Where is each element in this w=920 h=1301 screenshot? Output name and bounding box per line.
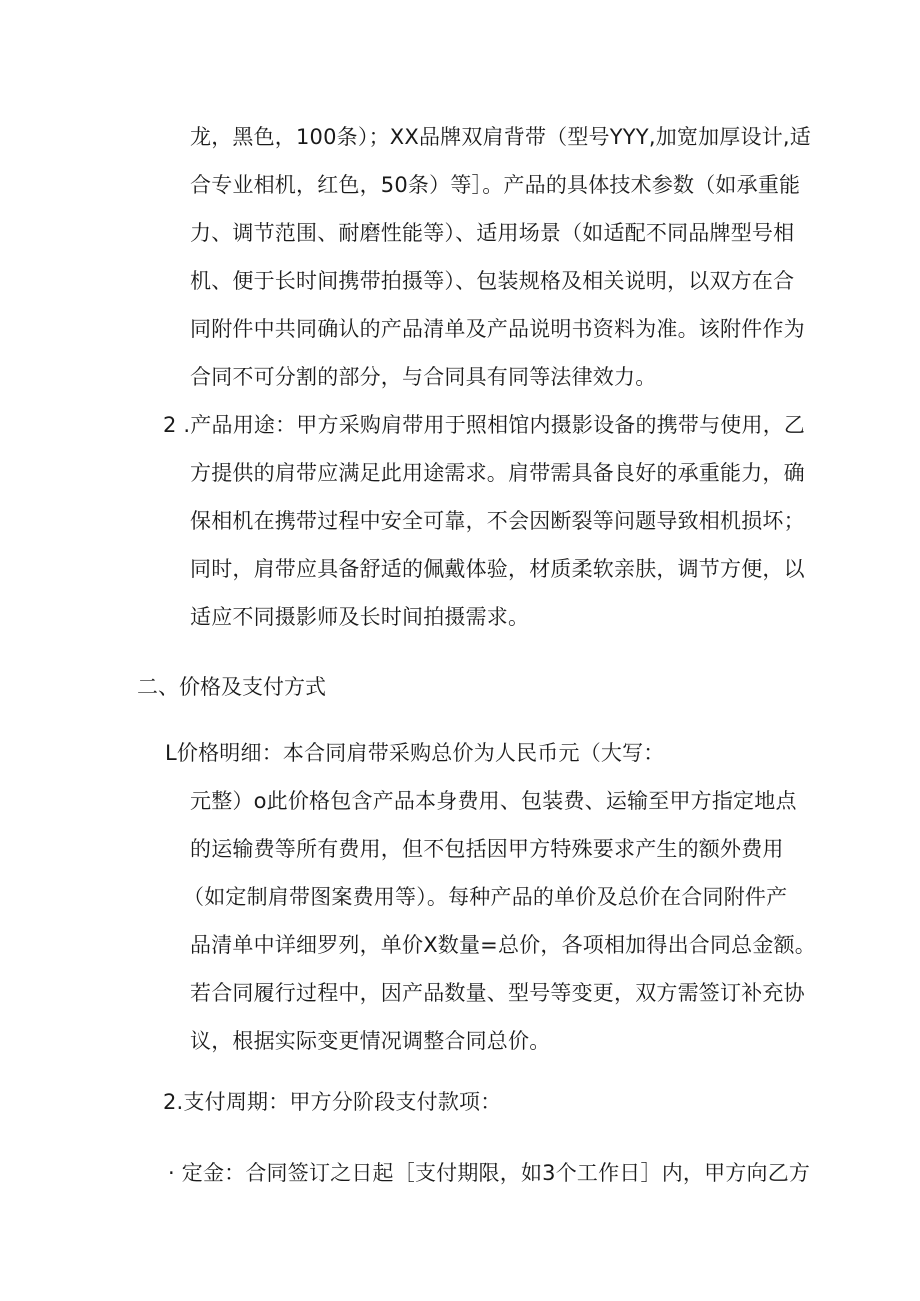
section-heading-price: 二、价格及支付方式: [137, 675, 326, 699]
para1-line-6: 合同不可分割的部分，与合同具有同等法律效力。: [190, 365, 657, 389]
para1-line-5: 同附件中共同确认的产品清单及产品说明书资料为准。该附件作为: [190, 317, 805, 341]
item2-line-5: 适应不同摄影师及长时间拍摄需求。: [190, 605, 530, 629]
price-line-3: 的运输费等所有费用，但不包括因甲方特殊要求产生的额外费用: [190, 837, 784, 861]
price-line-4: （如定制肩带图案费用等）。每种产品的单价及总价在合同附件产: [183, 885, 788, 909]
price-line-6: 若合同履行过程中，因产品数量、型号等变更，双方需签订补充协: [190, 981, 805, 1005]
payment-period-heading: 2.支付周期：甲方分阶段支付款项：: [163, 1090, 502, 1114]
price-line-2: 元整）o此价格包含产品本身费用、包装费、运输至甲方指定地点: [190, 789, 797, 813]
para1-line-3: 力、调节范围、耐磨性能等）、适用场景（如适配不同品牌型号相: [190, 221, 795, 245]
deposit-bullet-line: · 定金：合同签订之日起［支付期限，如3个工作日］内，甲方向乙方: [168, 1161, 811, 1185]
para1-line-1: 龙，黑色，100条）；XX品牌双肩背带（型号YYY,加宽加厚设计,适: [190, 125, 811, 149]
item2-line-4: 同时，肩带应具备舒适的佩戴体验，材质柔软亲肤，调节方便，以: [190, 557, 805, 581]
price-line-1: L价格明细：本合同肩带采购总价为人民币元（大写：: [165, 741, 665, 765]
para1-line-4: 机、便于长时间携带拍摄等）、包装规格及相关说明，以双方在合: [190, 269, 795, 293]
item2-line-3: 保相机在携带过程中安全可靠，不会因断裂等问题导致相机损坏；: [190, 509, 805, 533]
para1-line-2: 合专业相机，红色，50条）等］。产品的具体技术参数（如承重能: [190, 173, 801, 197]
price-line-7: 议，根据实际变更情况调整合同总价。: [190, 1029, 551, 1053]
item2-line-2: 方提供的肩带应满足此用途需求。肩带需具备良好的承重能力，确: [190, 461, 805, 485]
item2-line-1: 2 .产品用途：甲方采购肩带用于照相馆内摄影设备的携带与使用，乙: [163, 413, 806, 437]
price-line-5: 品清单中详细罗列，单价X数量=总价，各项相加得出合同总金额。: [190, 933, 816, 957]
